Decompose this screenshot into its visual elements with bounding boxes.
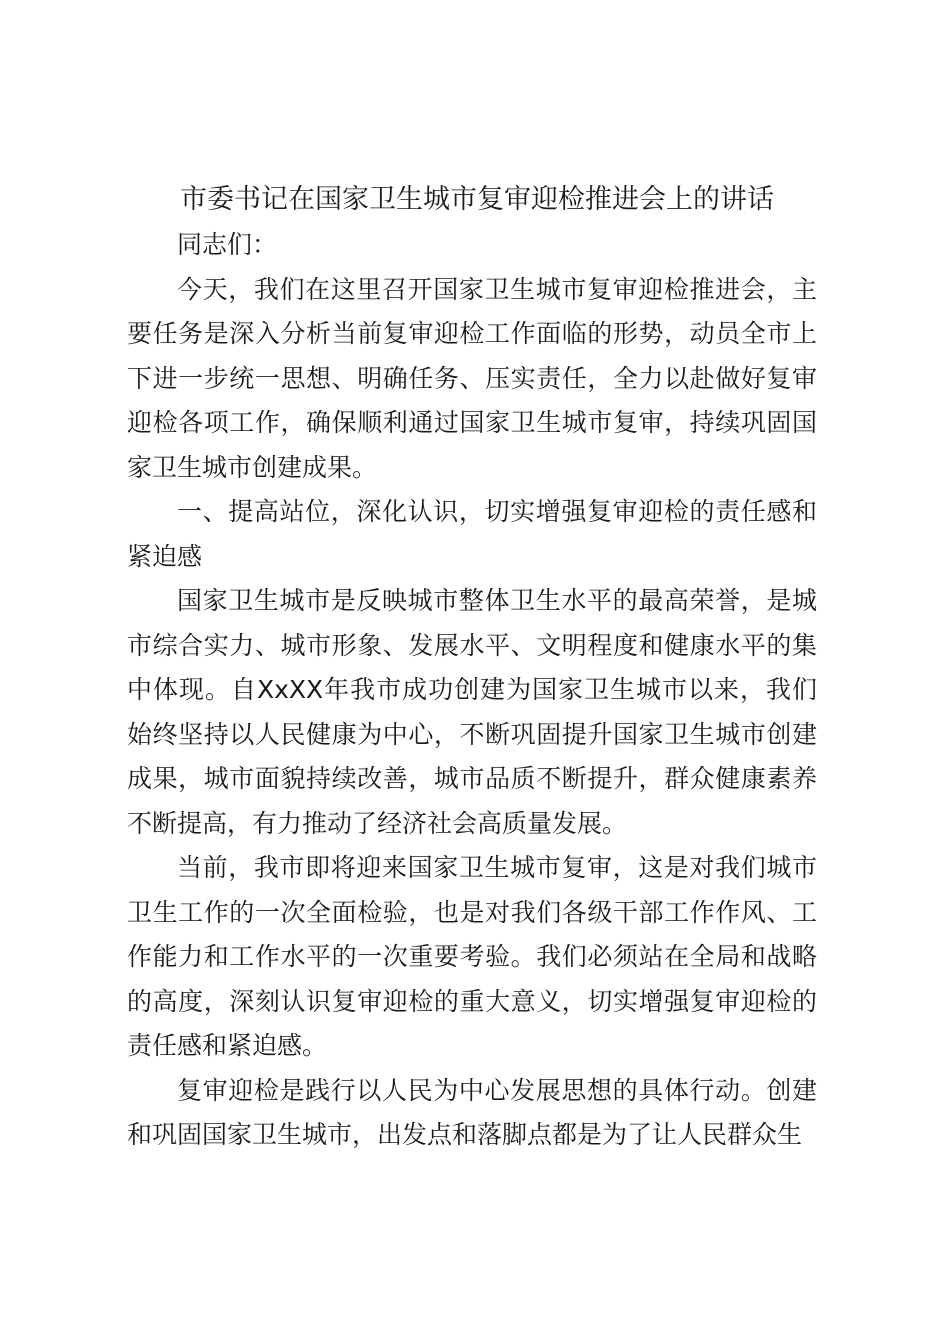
salutation: 同志们：	[177, 230, 278, 259]
document-body	[127, 223, 817, 1158]
paragraph-honor: 国家卫生城市是反映城市整体卫生水平的最高荣誉，是城市综合实力、城市形象、发展水平、文明程度和健康水平的集中体现。自XxXX年我市成功创建为国家卫生城市以来，我们始终坚持以人民健康为中心，不断巩固提升国家卫生城市创建成果，城市面貌持续改善，城市品质不断提升，群众健康素养不断提高，有力推动了经济社会高质量发展。	[127, 586, 817, 838]
paragraph-practice: 复审迎检是践行以人民为中心发展思想的具体行动。创建和巩固国家卫生城市，出发点和落脚点都是为了让人民群众生	[127, 1075, 817, 1149]
paragraph-current: 当前，我市即将迎来国家卫生城市复审，这是对我们城市卫生工作的一次全面检验，也是对我们各级干部工作作风、工作能力和工作水平的一次重要考验。我们必须站在全局和战略的高度，深刻认识复审迎检的重大意义，切实增强复审迎检的责任感和紧迫感。	[127, 853, 817, 1060]
paragraph-intro: 今天，我们在这里召开国家卫生城市复审迎检推进会，主要任务是深入分析当前复审迎检工作面临的形势，动员全市上下进一步统一思想、明确任务、压实责任，全力以赴做好复审迎检各项工作，确保顺利通过国家卫生城市复审，持续巩固国家卫生城市创建成果。	[127, 274, 817, 482]
document-title: 市委书记在国家卫生城市复审迎检推进会上的讲话	[180, 184, 774, 215]
section-heading-1: 一、提高站位，深化认识，切实增强复审迎检的责任感和紧迫感	[127, 497, 817, 571]
